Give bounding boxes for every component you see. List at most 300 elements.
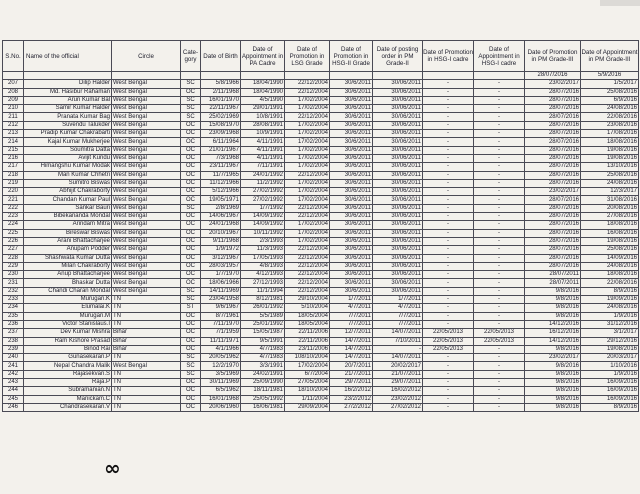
- cell-promo-hsg1: -: [423, 154, 474, 162]
- cell-circle: West Bengal: [112, 271, 181, 279]
- cell-dob: 24/01/1968: [201, 221, 241, 229]
- cell-dob: 4/1/1966: [201, 345, 241, 353]
- cell-name: Pranata Kumar Bag: [24, 113, 112, 121]
- cell-promo-pm3: 28/07/2016: [525, 72, 581, 80]
- cell-name: Shashwata Kumar Dutta: [24, 254, 112, 262]
- cell-circle: TN: [112, 304, 181, 312]
- cell-promo-pm3: 28/07/2016: [525, 179, 581, 187]
- cell-dob: 20/05/1962: [201, 354, 241, 362]
- cell-appt-pa: 10/8/1991: [241, 113, 285, 121]
- cell-posting-pm2: 30/06/2011: [373, 179, 423, 187]
- cell-name: Avijit Kundu: [24, 154, 112, 162]
- cell-dob: 5/12/1966: [201, 188, 241, 196]
- cell-promo-hsg1: 22/05/2013: [423, 329, 474, 337]
- table-row: [3, 337, 639, 345]
- cell-sno: 237: [3, 329, 24, 337]
- cell-appt-hsg1: -: [474, 345, 525, 353]
- cell-appt-pa: 4/8/1993: [241, 262, 285, 270]
- header-category: Cate-gory: [181, 41, 201, 72]
- cell-promo-lsg: 22/11/2006: [285, 337, 330, 345]
- cell-posting-pm2: 16/02/2012: [373, 387, 423, 395]
- cell-sno: 221: [3, 196, 24, 204]
- table-row: [3, 80, 639, 88]
- cell-appt-hsg1: -: [474, 271, 525, 279]
- cell-promo-pm3: 28/07/2016: [525, 254, 581, 262]
- cell-promo-hsg2: 30/6/2011: [330, 204, 373, 212]
- cell-dob: 23/04/1958: [201, 296, 241, 304]
- cell-promo-hsg1: -: [423, 146, 474, 154]
- cell-sno: 230: [3, 271, 24, 279]
- cell-promo-hsg2: 30/6/2011: [330, 246, 373, 254]
- cell-promo-pm3: 28/07/2016: [525, 246, 581, 254]
- cell-dob: 12/2/1970: [201, 362, 241, 370]
- cell-circle: West Bengal: [112, 204, 181, 212]
- cell-circle: West Bengal: [112, 196, 181, 204]
- cell-posting-pm2: 30/06/2011: [373, 138, 423, 146]
- cell-sno: 236: [3, 320, 24, 328]
- cell-appt-hsg1: -: [474, 387, 525, 395]
- header-row: [3, 41, 639, 72]
- cell-category: OC: [181, 395, 201, 403]
- cell-appt-hsg1: -: [474, 370, 525, 378]
- cell-name: Ram Kishore Prasad: [24, 337, 112, 345]
- cell-category: OC: [181, 146, 201, 154]
- cell-name: Elumalai.K: [24, 304, 112, 312]
- cell-name: Kajal Kumar Mukherjee: [24, 138, 112, 146]
- cell-appt-pm3: 25/08/2016: [581, 171, 639, 179]
- cell-category: SC: [181, 105, 201, 113]
- cell-posting-pm2: 27/02/2012: [373, 403, 423, 411]
- cell-appt-pa: 11/1/1994: [241, 287, 285, 295]
- cell-appt-pm3: 16/09/2016: [581, 387, 639, 395]
- cell-category: SC: [181, 287, 201, 295]
- cell-appt-pa: 7/11/1991: [241, 163, 285, 171]
- table-row: [3, 354, 639, 362]
- cell-category: OC: [181, 88, 201, 96]
- cell-promo-pm3: 9/8/2016: [525, 387, 581, 395]
- cell-posting-pm2: 30/06/2011: [373, 80, 423, 88]
- cell-promo-lsg: 17/02/2004: [285, 362, 330, 370]
- cell-promo-lsg: 22/12/2004: [285, 271, 330, 279]
- table-row: [3, 362, 639, 370]
- cell-circle: West Bengal: [112, 179, 181, 187]
- cell-appt-hsg1: -: [474, 296, 525, 304]
- table-row: [3, 345, 639, 353]
- cell-promo-hsg1: 22/05/2013: [423, 345, 474, 353]
- cell-promo-hsg2: 1/7/2011: [330, 296, 373, 304]
- cell-name: Binod Rai: [24, 345, 112, 353]
- cell-appt-hsg1: -: [474, 320, 525, 328]
- cell-promo-hsg2: 30/6/2011: [330, 96, 373, 104]
- cell-appt-hsg1: -: [474, 378, 525, 386]
- cell-appt-hsg1: -: [474, 179, 525, 187]
- cell-promo-hsg1: -: [423, 105, 474, 113]
- cell-dob: 16/01/1970: [201, 96, 241, 104]
- cell-appt-hsg1: -: [474, 121, 525, 129]
- cell-promo-pm3: 28/07/2016: [525, 196, 581, 204]
- cell-sno: 215: [3, 146, 24, 154]
- cell-posting-pm2: 30/06/2011: [373, 229, 423, 237]
- cell-category: OC: [181, 138, 201, 146]
- cell-appt-hsg1: -: [474, 403, 525, 411]
- cell-posting-pm2: 30/06/2011: [373, 279, 423, 287]
- table-row: [3, 312, 639, 320]
- cell-promo-lsg: 17/02/2004: [285, 221, 330, 229]
- cell-category: SC: [181, 204, 201, 212]
- cell-promo-hsg1: -: [423, 237, 474, 245]
- cell-appt-pa: 10/9/1991: [241, 130, 285, 138]
- cell-posting-pm2: 29/07/2011: [373, 378, 423, 386]
- cell-sno: 232: [3, 287, 24, 295]
- cell-appt-pm3: 24/08/2016: [581, 262, 639, 270]
- cell-promo-pm3: 28/07/2016: [525, 121, 581, 129]
- cell-posting-pm2: 4/7/2011: [373, 304, 423, 312]
- cell-promo-pm3: 9/8/2016: [525, 312, 581, 320]
- cell-promo-hsg2: 30/6/2011: [330, 163, 373, 171]
- cell-promo-lsg: 22/12/2004: [285, 171, 330, 179]
- table-row: [3, 279, 639, 287]
- cell-promo-hsg2: 23/2/2012: [330, 395, 373, 403]
- cell-appt-pa: 25/01/1992: [241, 320, 285, 328]
- cell-circle: TN: [112, 387, 181, 395]
- cell-appt-pa: 11/3/1993: [241, 246, 285, 254]
- cell-promo-lsg: 17/02/2004: [285, 237, 330, 245]
- cell-circle: TN: [112, 370, 181, 378]
- cell-promo-hsg1: -: [423, 312, 474, 320]
- cell-circle: Bihar: [112, 329, 181, 337]
- table-row: [3, 196, 639, 204]
- table-row: [3, 237, 639, 245]
- cell-posting-pm2: 7/7/2011: [373, 320, 423, 328]
- cell-circle: West Bengal: [112, 229, 181, 237]
- cell-sno: 233: [3, 296, 24, 304]
- cell-posting-pm2: 30/06/2011: [373, 287, 423, 295]
- table-row: [3, 254, 639, 262]
- cell-promo-hsg2: 14/7/2011: [330, 345, 373, 353]
- cell-appt-pa: 17/05/1993: [241, 254, 285, 262]
- cell-appt-pm3: 25/08/2016: [581, 246, 639, 254]
- cell-appt-pm3: 23/08/2016: [581, 121, 639, 129]
- cell-promo-lsg: 22/12/2004: [285, 254, 330, 262]
- cell-promo-hsg1: -: [423, 296, 474, 304]
- cell-promo-lsg: 23/11/2006: [285, 345, 330, 353]
- cell-name: Subramanian.N: [24, 387, 112, 395]
- table-row: [3, 378, 639, 386]
- header-sno: S.No.: [3, 41, 24, 72]
- cell-appt-pm3: 6/9/2016: [581, 96, 639, 104]
- cell-appt-pm3: 1/5/2017: [581, 80, 639, 88]
- cell-appt-pa: 24/02/1991: [241, 370, 285, 378]
- cell-promo-hsg2: 30/6/2011: [330, 229, 373, 237]
- cell-name: Arun Kumar Bal: [24, 96, 112, 104]
- cell-promo-lsg: 5/10/2004: [285, 304, 330, 312]
- cell-promo-hsg1: -: [423, 362, 474, 370]
- table-row: [3, 329, 639, 337]
- cell-sno: 226: [3, 237, 24, 245]
- cell-promo-pm3: 23/02/2017: [525, 80, 581, 88]
- cell-sno: 241: [3, 362, 24, 370]
- cell-promo-pm3: 16/12/2016: [525, 329, 581, 337]
- cell-dob: 25/02/1969: [201, 113, 241, 121]
- cell-category: OC: [181, 329, 201, 337]
- cell-category: SC: [181, 80, 201, 88]
- cell-appt-hsg1: -: [474, 254, 525, 262]
- cell-promo-pm3: 9/8/2016: [525, 370, 581, 378]
- cell-name: Gunasekaran.P: [24, 354, 112, 362]
- cell-promo-pm3: 9/8/2016: [525, 287, 581, 295]
- cell-circle: West Bengal: [112, 246, 181, 254]
- cell-promo-hsg2: 7/7/2011: [330, 312, 373, 320]
- cell-sno: 225: [3, 229, 24, 237]
- seniority-table: [2, 40, 639, 412]
- cell-posting-pm2: 30/06/2011: [373, 121, 423, 129]
- cell-dob: 21/01/1967: [201, 146, 241, 154]
- cell-appt-pm3: 18/08/2016: [581, 138, 639, 146]
- cell-posting-pm2: 14/07/2011: [373, 329, 423, 337]
- cell-promo-hsg1: -: [423, 204, 474, 212]
- cell-circle: West Bengal: [112, 130, 181, 138]
- cell-appt-hsg1: -: [474, 163, 525, 171]
- table-row: [3, 287, 639, 295]
- cell-appt-hsg1: -: [474, 246, 525, 254]
- header-promo-pm3: Date of Promotion in PM Grade-III: [525, 41, 581, 72]
- cell-promo-lsg: 1/11/2004: [285, 395, 330, 403]
- cell-promo-hsg1: -: [423, 221, 474, 229]
- cell-name: Pradip Kumar Chakrabarti: [24, 130, 112, 138]
- table-row: [3, 246, 639, 254]
- cell-promo-hsg2: 30/6/2011: [330, 262, 373, 270]
- cell-appt-pa: 4/5/1990: [241, 96, 285, 104]
- header-promo-hsg1: Date of Promotion in HSG-I cadre: [423, 41, 474, 72]
- cell-promo-hsg1: -: [423, 130, 474, 138]
- cell-appt-pa: 27/02/1992: [241, 196, 285, 204]
- header-appt-pa: Date of Appointment in PA Cadre: [241, 41, 285, 72]
- cell-circle: Bihar: [112, 337, 181, 345]
- cell-appt-pa: 2/3/1993: [241, 237, 285, 245]
- cell-sno: 209: [3, 96, 24, 104]
- cell-posting-pm2: 20/02/2017: [373, 362, 423, 370]
- cell-circle: TN: [112, 378, 181, 386]
- cell-posting-pm2: 23/02/2012: [373, 395, 423, 403]
- cell-circle: West Bengal: [112, 254, 181, 262]
- cell-dob: 14/11/1969: [201, 287, 241, 295]
- cell-promo-lsg: 17/02/2004: [285, 138, 330, 146]
- cell-appt-pa: 18/04/1990: [241, 88, 285, 96]
- cell-promo-hsg2: 12/7/2011: [330, 329, 373, 337]
- cell-dob: 2/11/1968: [201, 88, 241, 96]
- cell-promo-lsg: 22/12/2004: [285, 88, 330, 96]
- cell-promo-pm3: 28/07/2016: [525, 138, 581, 146]
- cell-sno: 216: [3, 154, 24, 162]
- cell-category: OC: [181, 279, 201, 287]
- cell-category: OC: [181, 121, 201, 129]
- cell-appt-pm3: 12/3/2017: [581, 188, 639, 196]
- cell-appt-pm3: 16/09/2016: [581, 378, 639, 386]
- cell-dob: 16/01/1968: [201, 395, 241, 403]
- cell-name: Bhaskar Dutta: [24, 279, 112, 287]
- cell-promo-pm3: 28/07/2016: [525, 163, 581, 171]
- cell-appt-pa: 4/11/1991: [241, 146, 285, 154]
- table-row: [3, 213, 639, 221]
- cell-promo-hsg1: -: [423, 113, 474, 121]
- cell-posting-pm2: 30/06/2011: [373, 130, 423, 138]
- cell-appt-pm3: 31/12/2016: [581, 320, 639, 328]
- cell-name: Arani Bhattacharjee: [24, 237, 112, 245]
- cell-promo-pm3: 28/07/2016: [525, 88, 581, 96]
- cell-promo-hsg1: -: [423, 138, 474, 146]
- cell-appt-pa: 18/04/1990: [241, 80, 285, 88]
- cell-promo-hsg2: 14/7/2011: [330, 354, 373, 362]
- table-row: [3, 387, 639, 395]
- cell-appt-pm3: 31/08/2016: [581, 196, 639, 204]
- cell-posting-pm2: 30/06/2011: [373, 171, 423, 179]
- cell-appt-hsg1: 22/05/2013: [474, 337, 525, 345]
- cell-appt-pa: 4/11/1991: [241, 138, 285, 146]
- cell-promo-hsg1: -: [423, 171, 474, 179]
- cell-appt-pa: 4/12/1993: [241, 271, 285, 279]
- cell-promo-hsg1: -: [423, 179, 474, 187]
- cell-dob: 30/11/1969: [201, 378, 241, 386]
- cell-appt-pa: 14/09/1992: [241, 213, 285, 221]
- cell-circle: TN: [112, 403, 181, 411]
- cell-promo-pm3: 28/07/2016: [525, 204, 581, 212]
- cell-dob: 11/12/1966: [201, 179, 241, 187]
- cell-promo-lsg: 17/02/2004: [285, 146, 330, 154]
- cell-sno: 210: [3, 105, 24, 113]
- cell-category: ST: [181, 304, 201, 312]
- cell-appt-pm3: 19/09/2016: [581, 296, 639, 304]
- cell-promo-hsg2: 30/6/2011: [330, 254, 373, 262]
- cell-appt-hsg1: -: [474, 237, 525, 245]
- cell-promo-lsg: 29/10/2004: [285, 296, 330, 304]
- cell-appt-pa: 16/06/1981: [241, 403, 285, 411]
- cell-name: Sumitro Biswas: [24, 179, 112, 187]
- cell-dob: 20/10/1967: [201, 229, 241, 237]
- cell-posting-pm2: 30/06/2011: [373, 246, 423, 254]
- cell-dob: 2/8/1969: [201, 204, 241, 212]
- table-row: [3, 395, 639, 403]
- cell-sno: 219: [3, 179, 24, 187]
- cell-dob: 7/11/1970: [201, 320, 241, 328]
- cell-sno: 212: [3, 121, 24, 129]
- cell-promo-pm3: 28/07/2011: [525, 279, 581, 287]
- cell-name: Chandan Kumar Paul: [24, 196, 112, 204]
- cell-promo-hsg1: -: [423, 279, 474, 287]
- cell-name: Dev Kumar Mishra: [24, 329, 112, 337]
- table-row: [3, 370, 639, 378]
- cell-dob: 9/6/1967: [201, 304, 241, 312]
- cell-name: Rajasekvan.S: [24, 370, 112, 378]
- cell-posting-pm2: 30/06/2011: [373, 146, 423, 154]
- cell-promo-pm3: 28/07/2011: [525, 271, 581, 279]
- cell-promo-hsg2: 30/6/2011: [330, 154, 373, 162]
- header-posting-pm2: Date of posting order in PM Grade-II: [373, 41, 423, 72]
- cell-appt-pa: 5/5/1989: [241, 312, 285, 320]
- cell-appt-pm3: 14/09/2016: [581, 254, 639, 262]
- cell-category: SC: [181, 370, 201, 378]
- cell-name: Samir Kumar Halder: [24, 105, 112, 113]
- cell-dob: 11/11/1971: [201, 337, 241, 345]
- cell-appt-hsg1: -: [474, 204, 525, 212]
- cell-promo-hsg2: 30/6/2011: [330, 105, 373, 113]
- table-row: [3, 105, 639, 113]
- cell-dob: 7/3/1968: [201, 154, 241, 162]
- cell-posting-pm2: 30/06/2011: [373, 163, 423, 171]
- cell-appt-pa: 15/05/1987: [241, 329, 285, 337]
- cell-appt-pa: 26/01/1992: [241, 304, 285, 312]
- cell-promo-pm3: 9/8/2016: [525, 304, 581, 312]
- cell-appt-pm3: 29/12/2016: [581, 337, 639, 345]
- cell-promo-hsg2: 30/6/2011: [330, 88, 373, 96]
- cell-promo-hsg1: -: [423, 378, 474, 386]
- table-row: [3, 204, 639, 212]
- cell-appt-pm3: 22/08/2016: [581, 279, 639, 287]
- cell-posting-pm2: 7/10/2011: [373, 337, 423, 345]
- cell-appt-pa: 10/11/1992: [241, 229, 285, 237]
- cell-appt-pm3: 22/08/2016: [581, 113, 639, 121]
- cell-category: SC: [181, 296, 201, 304]
- cell-appt-pm3: 27/08/2016: [581, 213, 639, 221]
- cell-promo-pm3: 28/07/2016: [525, 96, 581, 104]
- cell-sno: 217: [3, 163, 24, 171]
- cell-promo-pm3: 23/02/2017: [525, 188, 581, 196]
- cell-posting-pm2: 30/06/2011: [373, 196, 423, 204]
- cell-sno: 234: [3, 304, 24, 312]
- cell-promo-hsg2: 20/7/2011: [330, 362, 373, 370]
- cell-promo-pm3: 9/8/2016: [525, 378, 581, 386]
- cell-sno: 227: [3, 246, 24, 254]
- cell-sno: 222: [3, 204, 24, 212]
- cell-dob: 1/9/1972: [201, 246, 241, 254]
- cell-circle: West Bengal: [112, 171, 181, 179]
- cell-sno: 229: [3, 262, 24, 270]
- cell-promo-hsg2: 30/6/2011: [330, 188, 373, 196]
- cell-category: OC: [181, 179, 201, 187]
- cell-posting-pm2: 30/06/2011: [373, 213, 423, 221]
- cell-circle: West Bengal: [112, 188, 181, 196]
- cell-category: SC: [181, 354, 201, 362]
- cell-dob: 5/8/1966: [201, 80, 241, 88]
- cell-appt-hsg1: -: [474, 96, 525, 104]
- cell-appt-pm3: 1/9/2016: [581, 370, 639, 378]
- cell-promo-pm3: 9/8/2016: [525, 395, 581, 403]
- cell-category: OC: [181, 171, 201, 179]
- cell-promo-hsg1: -: [423, 271, 474, 279]
- cell-promo-lsg: 6/7/2004: [285, 370, 330, 378]
- cell-promo-hsg1: -: [423, 88, 474, 96]
- cell-appt-pa: 9/5/1991: [241, 337, 285, 345]
- cell-sno: 244: [3, 387, 24, 395]
- cell-appt-pm3: 16/09/2016: [581, 395, 639, 403]
- cell-sno: 235: [3, 312, 24, 320]
- cell-circle: West Bengal: [112, 80, 181, 88]
- table-row: [3, 221, 639, 229]
- cell-circle: West Bengal: [112, 88, 181, 96]
- cell-appt-hsg1: -: [474, 304, 525, 312]
- cell-category: OC: [181, 254, 201, 262]
- cell-name: Bireswar Biswas: [24, 229, 112, 237]
- table-row: [3, 403, 639, 411]
- cell-appt-pa: 8/12/1981: [241, 296, 285, 304]
- cell-promo-hsg2: 30/6/2011: [330, 80, 373, 88]
- cell-appt-pa: 27/12/1993: [241, 279, 285, 287]
- cell-promo-hsg2: 30/6/2011: [330, 196, 373, 204]
- cell-appt-pm3: 24/08/2016: [581, 105, 639, 113]
- cell-circle: TN: [112, 312, 181, 320]
- cell-category: OC: [181, 221, 201, 229]
- cell-sno: 220: [3, 188, 24, 196]
- cell-dob: 19/05/1971: [201, 196, 241, 204]
